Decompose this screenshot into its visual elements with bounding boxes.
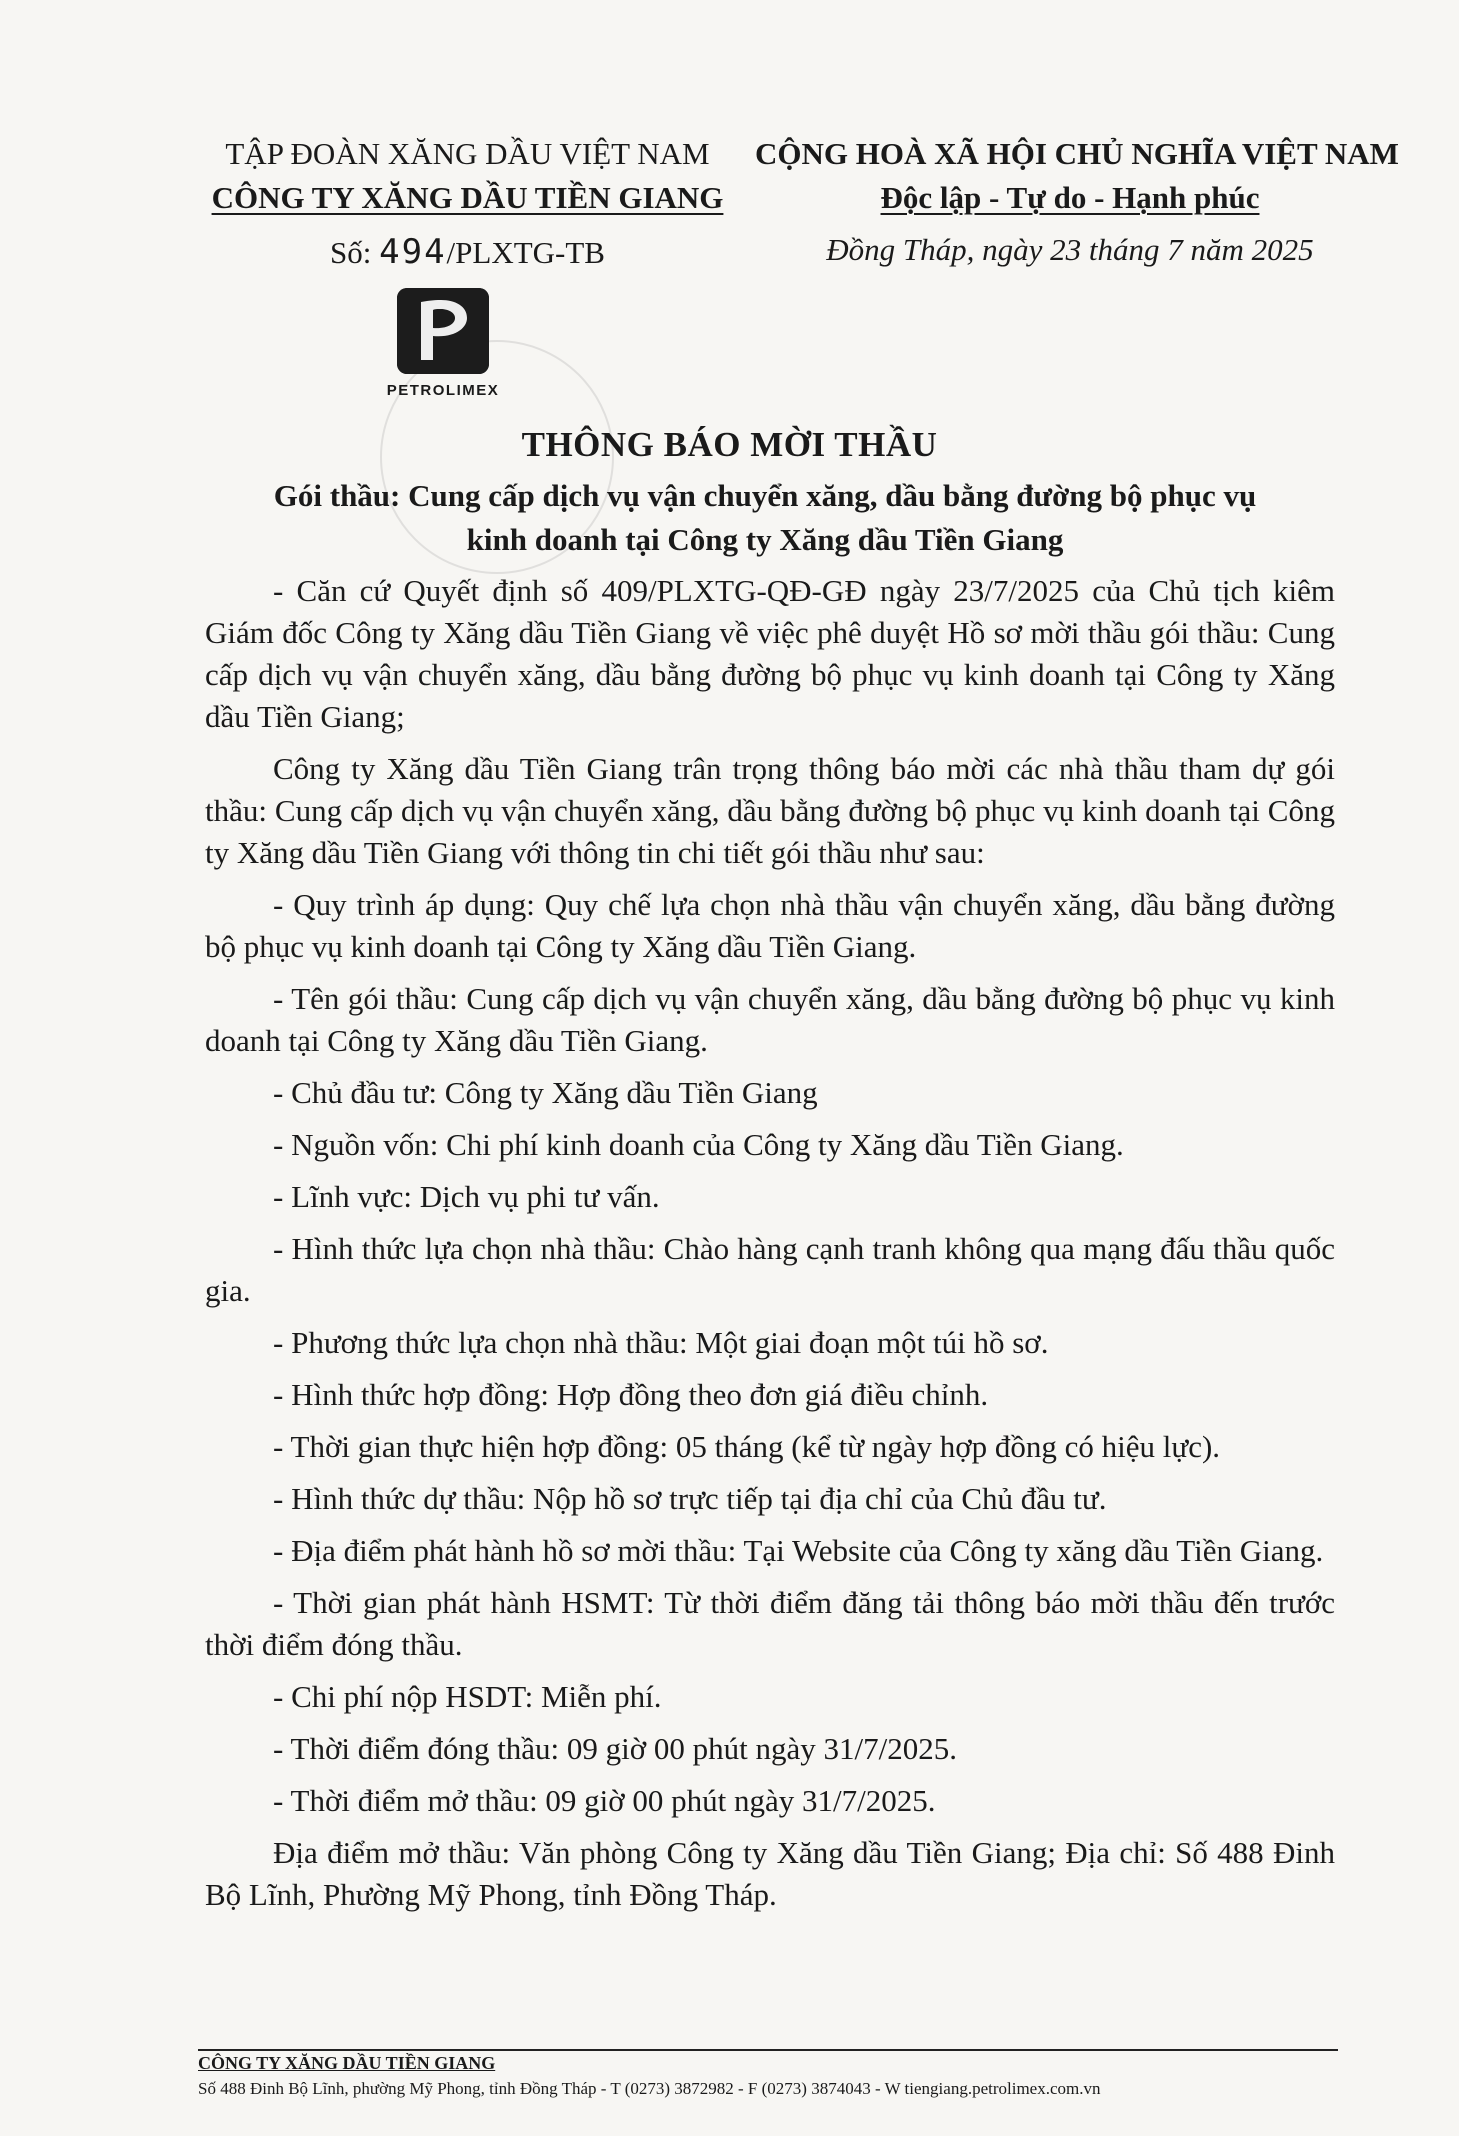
doc-number-prefix: Số:: [330, 235, 372, 270]
subtitle-line-2: kinh doanh tại Công ty Xăng dầu Tiền Giang: [466, 522, 1064, 557]
paragraph: - Tên gói thầu: Cung cấp dịch vụ vận chuyển xăng, dầu bằng đường bộ phục vụ kinh doanh tại Công ty Xăng dầu Tiền Giang.: [205, 981, 1335, 1058]
paragraph: - Nguồn vốn: Chi phí kinh doanh của Công ty Xăng dầu Tiền Giang.: [273, 1127, 1124, 1162]
paragraph: Công ty Xăng dầu Tiền Giang trân trọng thông báo mời các nhà thầu tham dự gói thầu: Cung cấp dịch vụ vận chuyển xăng, dầu bằng đường bộ phục vụ kinh doanh tại Công ty Xăng dầu Tiền Giang với thông tin chi tiết gói thầu như sau:: [205, 751, 1335, 870]
paragraph: - Quy trình áp dụng: Quy chế lựa chọn nhà thầu vận chuyển xăng, dầu bằng đường bộ phục vụ kinh doanh tại Công ty Xăng dầu Tiền Giang.: [205, 887, 1335, 964]
national-motto: Độc lập - Tự do - Hạnh phúc: [880, 180, 1260, 215]
paragraph: - Chủ đầu tư: Công ty Xăng dầu Tiền Giang: [273, 1075, 818, 1110]
doc-number-value: 494: [379, 232, 447, 272]
logo-text: PETROLIMEX: [386, 382, 500, 399]
paragraph: - Thời gian thực hiện hợp đồng: 05 tháng (kể từ ngày hợp đồng có hiệu lực).: [273, 1429, 1221, 1464]
paragraph: - Thời gian phát hành HSMT: Từ thời điểm đăng tải thông báo mời thầu đến trước thời điểm đóng thầu.: [205, 1585, 1335, 1662]
petrolimex-logo-icon: [397, 288, 489, 374]
document-subtitle: [210, 474, 1320, 562]
footer-address: Số 488 Đinh Bộ Lĩnh, phường Mỹ Phong, tỉnh Đồng Tháp - T (0273) 3872982 - F (0273) 3874043 - W tiengiang.petrolimex.com.vn: [198, 2079, 1101, 2098]
national-title: CỘNG HOÀ XÃ HỘI CHỦ NGHĨA VIỆT NAM: [755, 136, 1399, 171]
document-body: [205, 570, 1335, 1926]
subtitle-line-1: Gói thầu: Cung cấp dịch vụ vận chuyển xăng, dầu bằng đường bộ phục vụ: [273, 478, 1257, 513]
header-left: [200, 132, 735, 272]
issue-date: Đồng Tháp, ngày 23 tháng 7 năm 2025: [826, 232, 1314, 267]
paragraph: - Hình thức dự thầu: Nộp hồ sơ trực tiếp tại địa chỉ của Chủ đầu tư.: [273, 1481, 1107, 1516]
petrolimex-logo: [383, 288, 503, 399]
paragraph: - Thời điểm đóng thầu: 09 giờ 00 phút ngày 31/7/2025.: [273, 1731, 958, 1766]
header-right: [755, 132, 1399, 268]
paragraph: - Hình thức hợp đồng: Hợp đồng theo đơn giá điều chỉnh.: [273, 1377, 989, 1412]
paragraph: Địa điểm mở thầu: Văn phòng Công ty Xăng dầu Tiền Giang; Địa chỉ: Số 488 Đinh Bộ Lĩnh, Phường Mỹ Phong, tỉnh Đồng Tháp.: [205, 1835, 1335, 1912]
parent-org: TẬP ĐOÀN XĂNG DẦU VIỆT NAM: [225, 136, 710, 171]
paragraph: - Phương thức lựa chọn nhà thầu: Một giai đoạn một túi hồ sơ.: [273, 1325, 1049, 1360]
paragraph: - Chi phí nộp HSDT: Miễn phí.: [273, 1679, 662, 1714]
doc-number-suffix: /PLXTG-TB: [446, 235, 605, 270]
paragraph: - Lĩnh vực: Dịch vụ phi tư vấn.: [273, 1179, 660, 1214]
paragraph: - Thời điểm mở thầu: 09 giờ 00 phút ngày 31/7/2025.: [273, 1783, 936, 1818]
document-number: [200, 232, 735, 272]
paragraph: - Hình thức lựa chọn nhà thầu: Chào hàng cạnh tranh không qua mạng đấu thầu quốc gia.: [205, 1231, 1335, 1308]
document-title: THÔNG BÁO MỜI THẦU: [521, 425, 938, 464]
footer-divider: [198, 2049, 1338, 2051]
paragraph: - Địa điểm phát hành hồ sơ mời thầu: Tại Website của Công ty xăng dầu Tiền Giang.: [273, 1533, 1324, 1568]
paragraph: - Căn cứ Quyết định số 409/PLXTG-QĐ-GĐ ngày 23/7/2025 của Chủ tịch kiêm Giám đốc Công ty Xăng dầu Tiền Giang về việc phê duyệt Hồ sơ mời thầu gói thầu: Cung cấp dịch vụ vận chuyển xăng, dầu bằng đường bộ phục vụ kinh doanh tại Công ty Xăng dầu Tiền Giang;: [205, 573, 1335, 734]
footer-company: CÔNG TY XĂNG DẦU TIỀN GIANG: [198, 2053, 496, 2073]
company-name: CÔNG TY XĂNG DẦU TIỀN GIANG: [211, 180, 724, 215]
